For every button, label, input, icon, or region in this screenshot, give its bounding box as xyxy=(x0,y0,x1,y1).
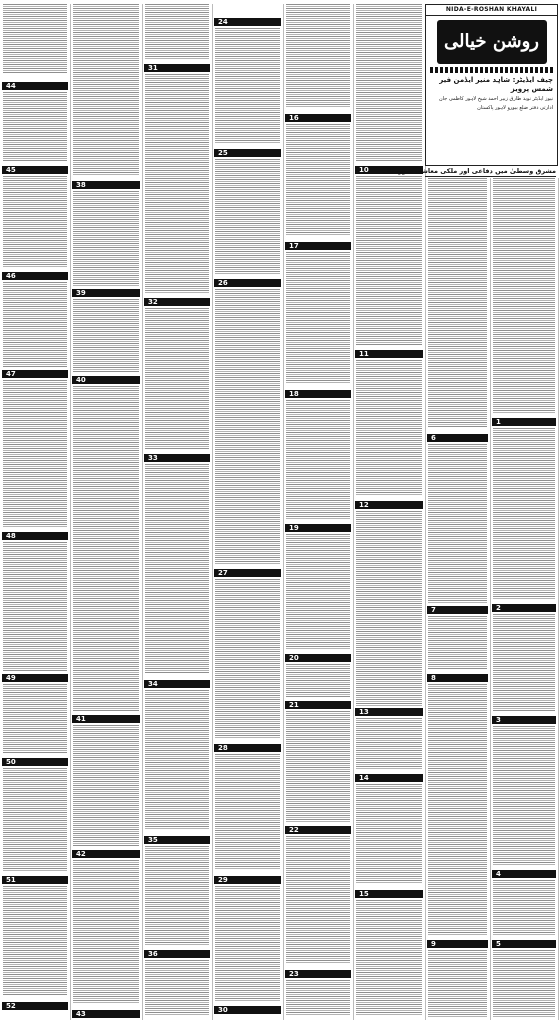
text-block xyxy=(493,950,555,1018)
text-block xyxy=(428,178,487,428)
ad-number-bar: 17 xyxy=(285,242,351,250)
text-block xyxy=(73,725,139,847)
ad-number-bar: 18 xyxy=(285,390,351,398)
text-block xyxy=(428,950,487,1018)
brand-latin: NIDA-E-ROSHAN KHAYALI xyxy=(426,5,557,16)
text-block xyxy=(3,684,67,754)
ad-number-bar: 15 xyxy=(355,890,423,898)
text-block xyxy=(145,690,209,830)
text-block xyxy=(286,534,350,650)
text-block xyxy=(428,616,487,670)
ad-number-bar: 23 xyxy=(285,970,351,978)
text-block xyxy=(3,542,67,672)
text-block xyxy=(286,252,350,384)
text-block xyxy=(3,768,67,872)
ad-number-bar: 42 xyxy=(72,850,140,858)
text-block xyxy=(215,886,280,1002)
text-block xyxy=(73,860,139,1004)
ad-number-bar: 48 xyxy=(2,532,68,540)
ad-number-bar: 25 xyxy=(214,149,281,157)
chief-editor-line: چیف ایڈیٹر: شاہد منیر ایڈمن فیر شمس پرویز xyxy=(439,76,553,93)
text-block xyxy=(73,299,139,373)
text-block xyxy=(356,718,422,770)
ad-number-bar: 2 xyxy=(492,604,556,612)
editor-credits: نیوز ایڈیٹر نوید طارق زبیر احمد شیخ لاہور کاظمی جان xyxy=(438,96,553,102)
masthead xyxy=(425,4,558,166)
text-block xyxy=(3,92,67,162)
text-block xyxy=(145,4,209,60)
text-block xyxy=(73,191,139,287)
text-block xyxy=(73,386,139,712)
text-block xyxy=(215,159,280,275)
text-block xyxy=(356,784,422,884)
ad-number-bar: 41 xyxy=(72,715,140,723)
ad-number-bar: 32 xyxy=(144,298,210,306)
text-block xyxy=(356,4,422,162)
ad-number-bar: 30 xyxy=(214,1006,281,1014)
section-headline: مشرق وسطیٰ میں دفاعی اور ملکی معاشی صورتحال xyxy=(383,167,556,175)
ad-number-bar: 1 xyxy=(492,418,556,426)
text-block xyxy=(215,289,280,565)
text-block xyxy=(428,684,487,936)
ad-number-bar: 51 xyxy=(2,876,68,884)
ad-number-bar: 7 xyxy=(427,606,488,614)
ad-number-bar: 24 xyxy=(214,18,281,26)
text-block xyxy=(3,380,67,528)
column-8 xyxy=(490,178,559,1020)
ad-number-bar: 9 xyxy=(427,940,488,948)
newspaper-logo: روشن خیالی xyxy=(437,20,547,64)
ad-number-bar: 49 xyxy=(2,674,68,682)
text-block xyxy=(286,124,350,236)
ad-number-bar: 6 xyxy=(427,434,488,442)
column-2 xyxy=(70,4,143,1020)
ad-number-bar: 36 xyxy=(144,950,210,958)
ad-number-bar: 47 xyxy=(2,370,68,378)
ad-number-bar: 5 xyxy=(492,940,556,948)
ad-number-bar: 34 xyxy=(144,680,210,688)
ad-number-bar: 10 xyxy=(355,166,423,174)
ad-number-bar: 12 xyxy=(355,501,423,509)
text-block xyxy=(493,880,555,936)
column-6 xyxy=(353,4,426,1020)
text-block xyxy=(3,886,67,996)
ad-number-bar: 29 xyxy=(214,876,281,884)
column-3 xyxy=(142,4,213,1020)
ad-number-bar: 16 xyxy=(285,114,351,122)
text-block xyxy=(286,711,350,823)
ad-number-bar: 11 xyxy=(355,350,423,358)
ad-number-bar: 28 xyxy=(214,744,281,752)
text-block xyxy=(215,754,280,870)
text-block xyxy=(215,579,280,739)
column-1 xyxy=(0,4,71,1020)
text-block xyxy=(286,980,350,1016)
ad-number-bar: 31 xyxy=(144,64,210,72)
text-block xyxy=(145,464,209,674)
ad-number-bar: 3 xyxy=(492,716,556,724)
text-block xyxy=(493,428,555,600)
ad-number-bar: 13 xyxy=(355,708,423,716)
ad-number-bar: 33 xyxy=(144,454,210,462)
text-block xyxy=(286,836,350,964)
column-4 xyxy=(212,4,284,1020)
ad-number-bar: 46 xyxy=(2,272,68,280)
text-block xyxy=(3,176,67,268)
text-block xyxy=(73,4,139,176)
column-5 xyxy=(283,4,354,1020)
ad-number-bar: 39 xyxy=(72,289,140,297)
ad-number-bar: 26 xyxy=(214,279,281,287)
text-block xyxy=(145,74,209,294)
text-block xyxy=(145,308,209,450)
office-address: ادارتی دفتر ضلع بیورو لاہور پاکستان xyxy=(477,105,553,111)
decorative-strip xyxy=(430,67,553,73)
ad-number-bar: 40 xyxy=(72,376,140,384)
ad-number-bar: 45 xyxy=(2,166,68,174)
ad-number-bar: 38 xyxy=(72,181,140,189)
text-block xyxy=(286,664,350,698)
text-block xyxy=(145,960,209,1016)
ad-number-bar: 4 xyxy=(492,870,556,878)
text-block xyxy=(493,614,555,712)
text-block xyxy=(493,726,555,866)
text-block xyxy=(3,282,67,368)
text-block xyxy=(428,444,487,604)
text-block xyxy=(356,176,422,346)
ad-number-bar: 14 xyxy=(355,774,423,782)
ad-number-bar: 8 xyxy=(427,674,488,682)
ad-number-bar: 21 xyxy=(285,701,351,709)
text-block xyxy=(286,4,350,108)
text-block xyxy=(356,900,422,1016)
text-block xyxy=(356,511,422,707)
ad-number-bar: 22 xyxy=(285,826,351,834)
text-block xyxy=(356,360,422,496)
text-block xyxy=(286,400,350,520)
column-7 xyxy=(425,178,491,1020)
ad-number-bar: 19 xyxy=(285,524,351,532)
text-block xyxy=(493,178,555,414)
ad-number-bar: 44 xyxy=(2,82,68,90)
ad-number-bar: 35 xyxy=(144,836,210,844)
ad-number-bar: 50 xyxy=(2,758,68,766)
text-block xyxy=(145,846,209,946)
text-block xyxy=(215,28,280,144)
ad-number-bar: 52 xyxy=(2,1002,68,1010)
ad-number-bar: 27 xyxy=(214,569,281,577)
ad-number-bar: 20 xyxy=(285,654,351,662)
text-block xyxy=(3,4,67,74)
ad-number-bar: 43 xyxy=(72,1010,140,1018)
